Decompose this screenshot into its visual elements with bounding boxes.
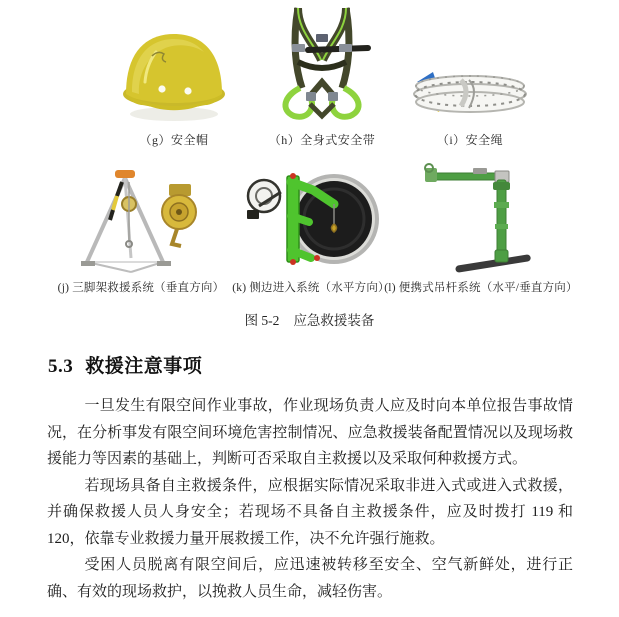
figure-item-caption: (l) 便携式吊杆系统（水平/垂直方向） [384, 282, 578, 294]
figure-item-rope [396, 30, 544, 148]
body-text [47, 393, 573, 605]
figure-item-helmet [100, 6, 248, 148]
figure-item-caption: （h）全身式安全带 [268, 133, 376, 147]
equipment-row-1 [100, 6, 545, 148]
figure-item-tripod [56, 162, 226, 295]
figure-item-davit [384, 162, 578, 295]
full-body-harness-icon [264, 6, 380, 126]
paragraph-2: 若现场具备自主救援条件，应根据实际情况采取非进入式或进入式救援，并确保救援人员人身安全；若现场不具备自主救援条件，应及时拨打 119 和 120，依靠专业救援力量开展救援工作，决不允许强行施救。 [47, 477, 573, 547]
tripod-rescue-system-icon [73, 162, 209, 274]
figure-item-caption: （g）安全帽 [139, 133, 209, 147]
paragraph-1: 一旦发生有限空间作业事故，作业现场负责人应及时向本单位报告事故情况，在分析事发有限空间环境危害控制情况、应急救援装备配置情况以及现场救援能力等因素的基础上，判断可否采取自主救援以及采取何种救援方式。 [47, 398, 573, 467]
safety-helmet-icon [112, 6, 236, 126]
figure-item-caption: (k) 侧边进入系统（水平方向） [232, 282, 390, 294]
figure-caption-text: 应急救援装备 [293, 313, 375, 328]
figure-item-caption: （i）安全绳 [436, 133, 504, 147]
figure-caption [0, 309, 619, 329]
portable-davit-system-icon [415, 162, 547, 274]
safety-rope-icon [403, 30, 537, 126]
equipment-row-2 [56, 162, 578, 295]
figure-item-caption: (j) 三脚架救援系统（垂直方向） [57, 282, 225, 294]
figure-item-harness [248, 6, 396, 148]
section-title: 救援注意事项 [85, 356, 203, 377]
figure-item-side-entry [226, 162, 396, 295]
figure-caption-label: 图 5-2 [244, 313, 280, 328]
side-entry-system-icon [235, 162, 387, 274]
section-number: 5.3 [48, 356, 74, 377]
paragraph-3: 受困人员脱离有限空间后，应迅速被转移至安全、空气新鲜处，进行正确、有效的现场救护，以挽救人员生命，减轻伤害。 [47, 557, 573, 600]
section-heading [48, 351, 619, 378]
